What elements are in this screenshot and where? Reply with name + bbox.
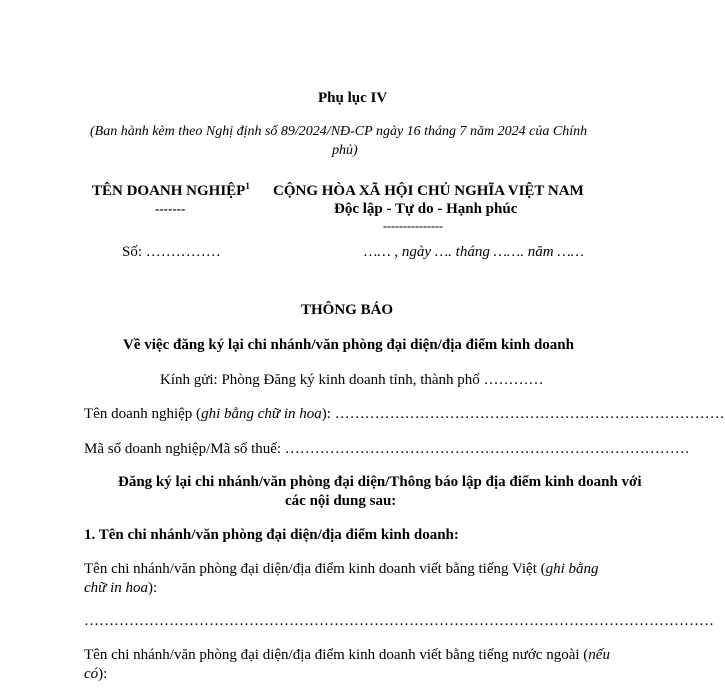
vn-name-hint1: ghi bằng — [545, 561, 599, 577]
company-label: TÊN DOANH NGHIỆP — [92, 183, 246, 199]
vn-name-label-line1 — [84, 561, 599, 578]
company-name-field — [84, 406, 725, 423]
republic-title: CỘNG HÒA XÃ HỘI CHỦ NGHĨA VIỆT NAM — [273, 183, 584, 199]
company-dash: ------- — [155, 201, 186, 216]
national-motto: Độc lập - Tự do - Hạnh phúc — [334, 201, 518, 217]
section-intro-line1: Đăng ký lại chi nhánh/văn phòng đại diện/Thông báo lập địa điểm kinh doanh với — [118, 474, 642, 490]
company-name-hint: ghi bằng chữ in hoa — [201, 406, 322, 422]
appendix-note-line1: (Ban hành kèm theo Nghị định số 89/2024/NĐ-CP ngày 16 tháng 7 năm 2024 của Chính — [90, 124, 588, 139]
addressee: Kính gửi: Phòng Đăng ký kinh doanh tỉnh, thành phố ………… — [160, 372, 544, 388]
foreign-name-hint1: nếu — [588, 647, 610, 663]
company-name-header — [92, 183, 250, 200]
vn-name-hint2: chữ in hoa — [84, 580, 149, 596]
company-name-dots: ): …………………………………………………………………… — [321, 406, 725, 422]
notice-subject: Về việc đăng ký lại chi nhánh/văn phòng đại diện/địa điểm kinh doanh — [123, 337, 574, 353]
appendix-title: Phụ lục IV — [318, 90, 388, 106]
appendix-note-line2: phủ) — [332, 143, 358, 158]
notice-title: THÔNG BÁO — [301, 302, 394, 318]
vn-name-end: ): — [148, 580, 158, 596]
section-intro-line2: các nội dung sau: — [285, 493, 397, 509]
vn-name-label: Tên chi nhánh/văn phòng đại diện/địa điểm kinh doanh viết bằng tiếng Việt ( — [84, 561, 546, 577]
foreign-name-label-line2 — [84, 666, 107, 683]
vn-name-dots: ……………………………………………………………………………………………………………… — [84, 613, 714, 629]
motto-dash: --------------- — [383, 219, 443, 233]
document-number: Số: …………… — [122, 244, 221, 260]
foreign-name-hint2: có — [84, 666, 99, 682]
tax-code-field: Mã số doanh nghiệp/Mã số thuế: ……………………………………………………………………… — [84, 441, 690, 457]
footnote-marker: 1 — [245, 181, 250, 191]
company-name-label: Tên doanh nghiệp ( — [84, 406, 202, 422]
foreign-name-label: Tên chi nhánh/văn phòng đại diện/địa điểm kinh doanh viết bằng tiếng nước ngoài ( — [84, 647, 589, 663]
foreign-name-end: ): — [98, 666, 108, 682]
foreign-name-label-line1 — [84, 647, 610, 664]
document-date: …… , ngày …. tháng ……. năm …… — [364, 244, 585, 260]
vn-name-label-line2 — [84, 580, 157, 597]
section1-heading: 1. Tên chi nhánh/văn phòng đại diện/địa điểm kinh doanh: — [84, 527, 459, 543]
